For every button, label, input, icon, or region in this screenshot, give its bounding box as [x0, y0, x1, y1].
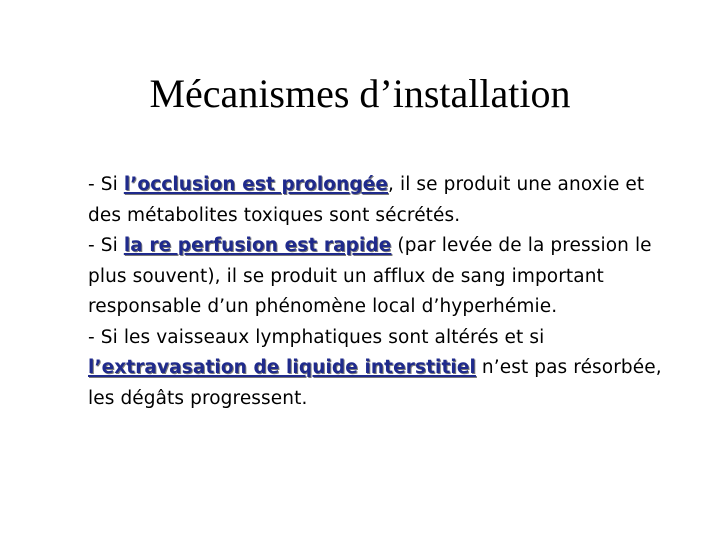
paragraph-occlusion-suffix: , il se produit une anoxie et des métabolites toxiques sont sécrétés. — [88, 174, 645, 226]
paragraph-reperfusion-suffix: (par levée de la pression le plus souvent), il se produit un afflux de sang important responsable d’un phénomène local d’hyperhémie. — [88, 235, 652, 317]
highlight-reperfusion: la re perfusion est rapide — [123, 235, 392, 256]
highlight-extravasation: l’extravasation de liquide interstitiel — [88, 357, 476, 378]
paragraph-reperfusion — [88, 231, 668, 323]
paragraph-occlusion-prefix: - Si — [88, 174, 124, 195]
paragraph-lymphatic-suffix: n’est pas résorbée, les dégâts progressent. — [88, 357, 662, 409]
paragraph-occlusion — [88, 170, 668, 231]
slide-title: Mécanismes d’installation — [149, 71, 571, 116]
paragraph-lymphatic-prefix: - Si les vaisseaux lymphatiques sont altérés et si — [88, 326, 545, 348]
paragraph-reperfusion-prefix: - Si — [88, 235, 124, 256]
slide-body — [88, 170, 668, 414]
highlight-occlusion: l’occlusion est prolongée — [123, 174, 389, 195]
paragraph-lymphatic — [88, 323, 668, 415]
